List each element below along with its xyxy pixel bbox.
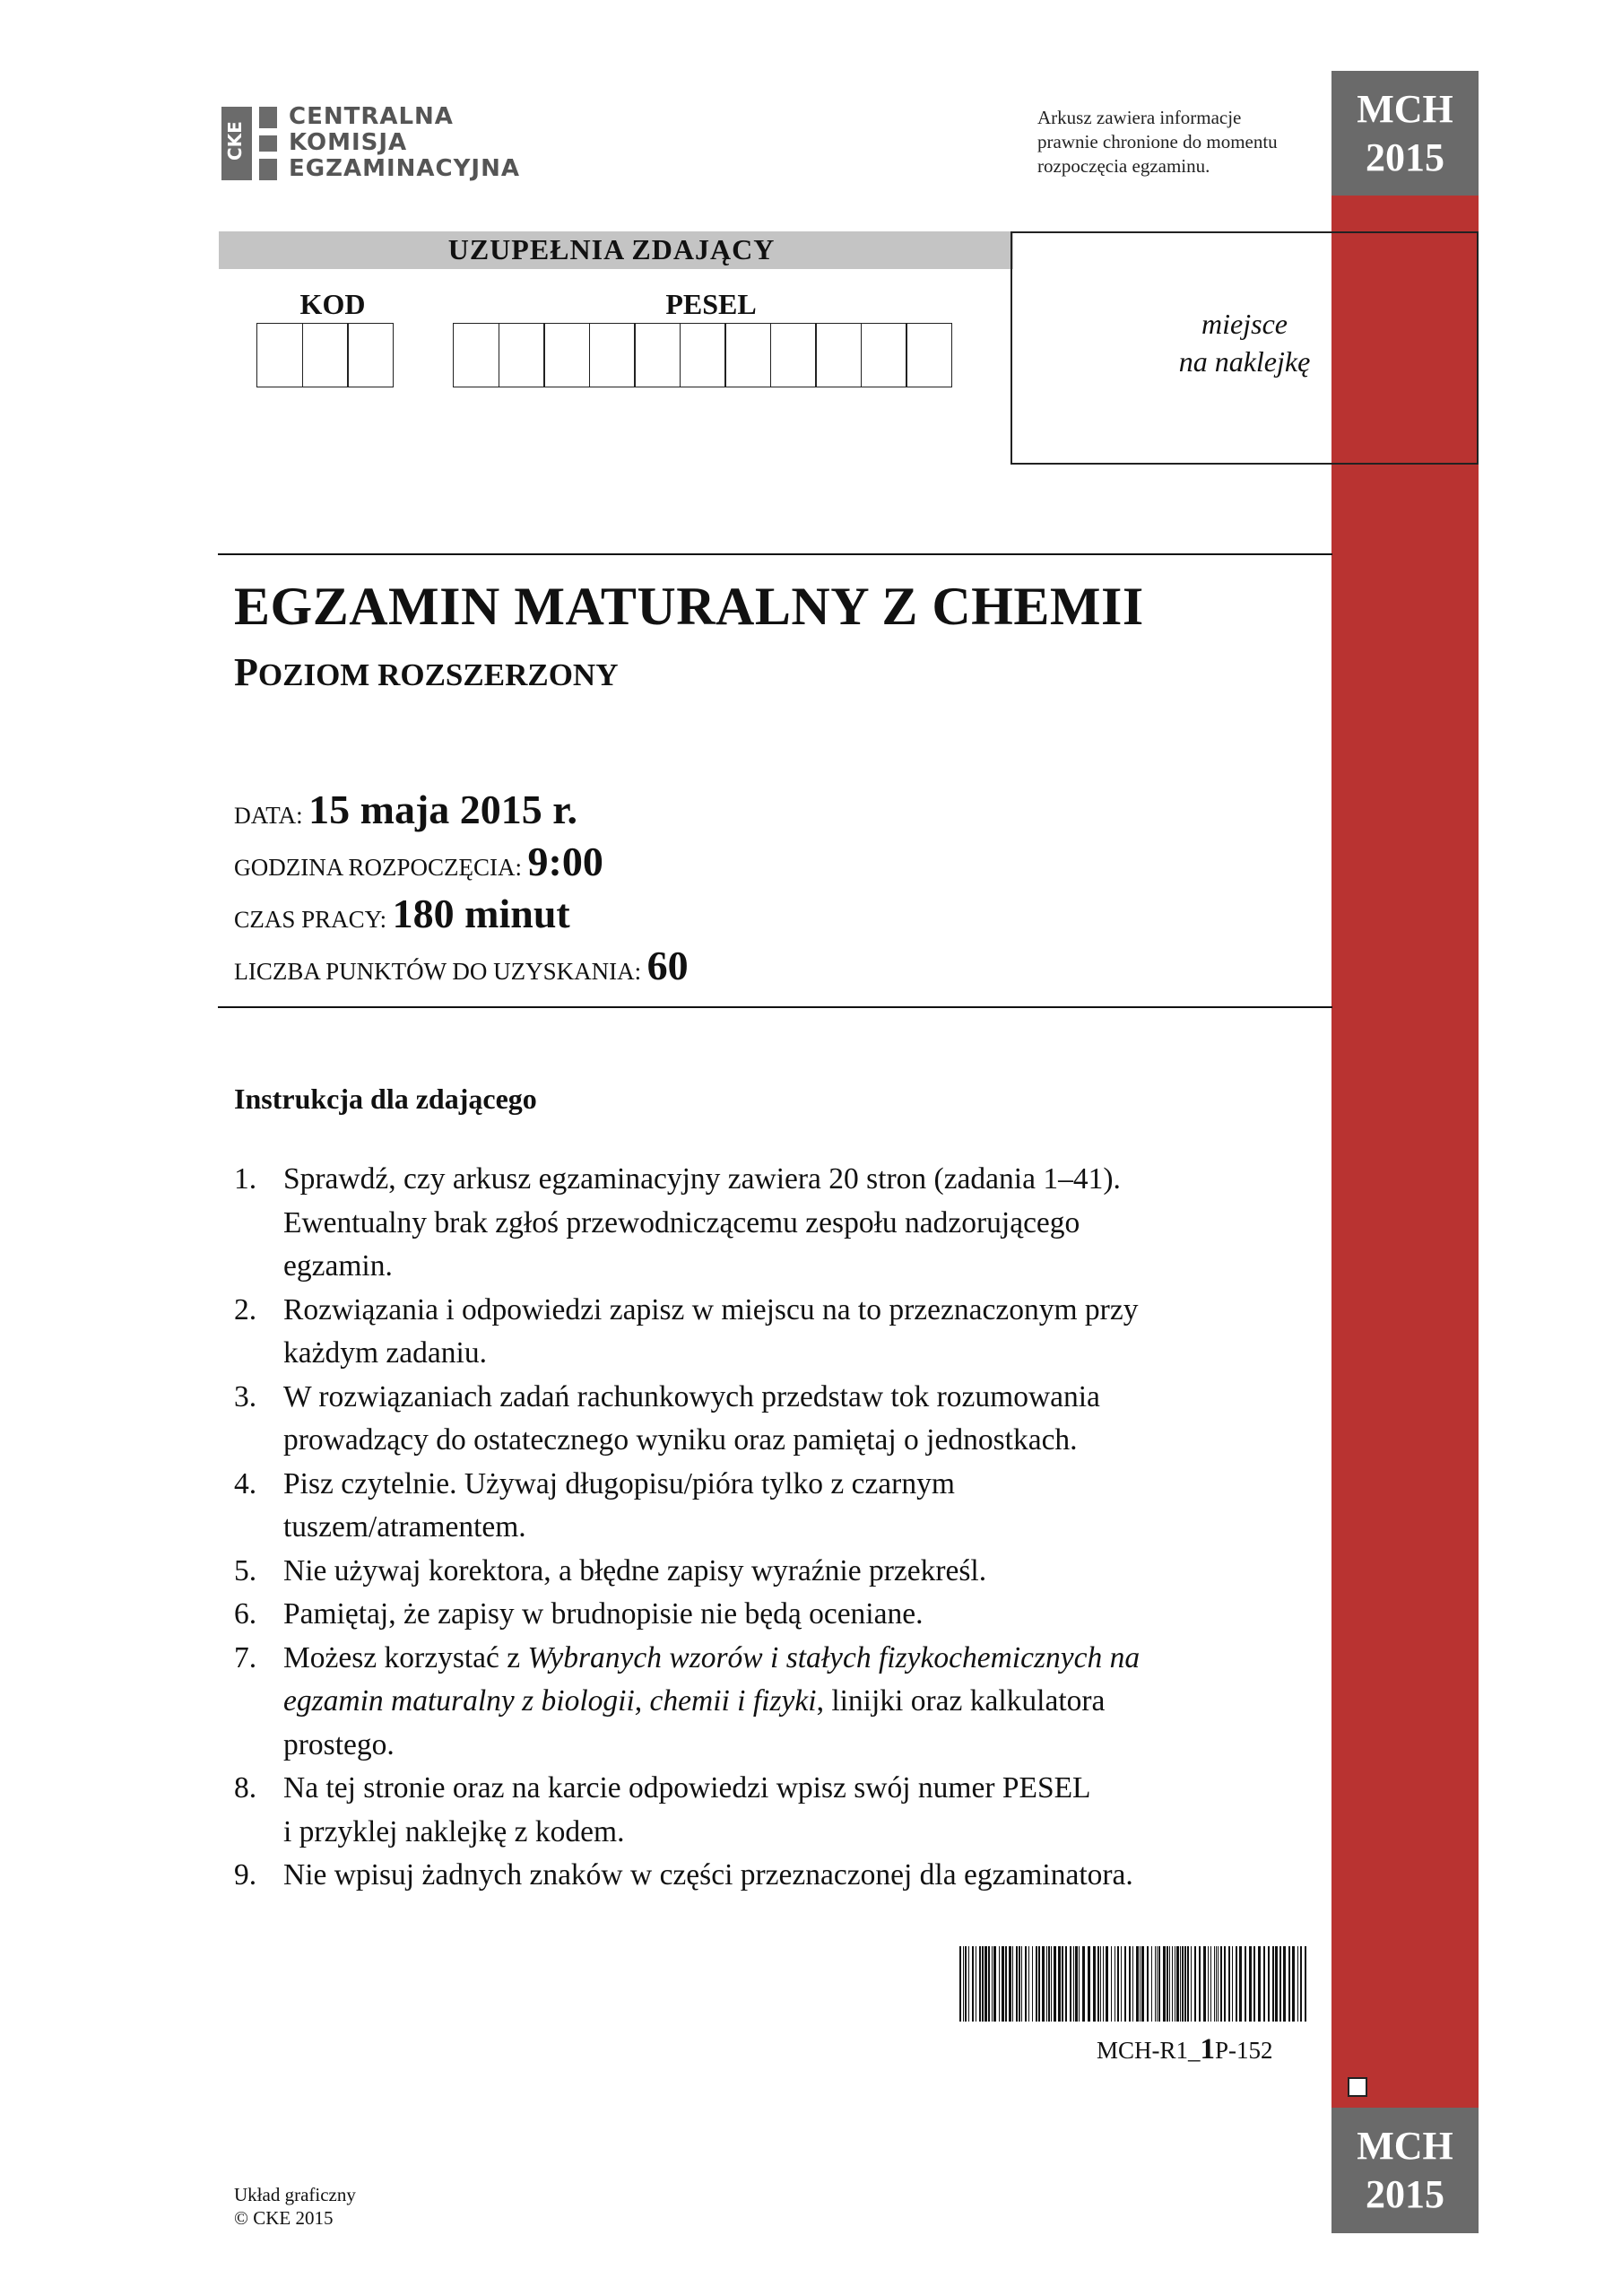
- barcode-bar: [1191, 1946, 1192, 2022]
- barcode-bar: [1012, 1946, 1013, 2022]
- instruction-line: prowadzący do ostatecznego wyniku oraz pamiętaj o jednostkach.: [283, 1423, 1078, 1457]
- barcode-bar: [1210, 1946, 1211, 2022]
- barcode-bar: [1100, 1946, 1101, 2022]
- instruction-line: Na tej stronie oraz na karcie odpowiedzi wpisz swój numer PESEL: [283, 1771, 1091, 1805]
- barcode-bar: [1239, 1946, 1242, 2022]
- pesel-boxes: [453, 323, 951, 387]
- barcode-bar: [984, 1946, 987, 2022]
- logo-line-2: KOMISJA: [289, 129, 408, 156]
- instruction-number: 8.: [234, 1771, 257, 1805]
- candidate-section-label: UZUPEŁNIA ZDAJĄCY: [447, 233, 776, 265]
- barcode-bar: [1065, 1946, 1067, 2022]
- logo-line-3: EGZAMINACYJNA: [289, 155, 520, 182]
- footer: [234, 2183, 356, 2230]
- cke-logo-mark: [221, 107, 277, 180]
- barcode-bar: [1184, 1946, 1186, 2022]
- barcode-bar: [992, 1946, 993, 2022]
- instruction-number: 6.: [234, 1597, 257, 1631]
- subtitle-initial: P: [234, 650, 258, 694]
- footer-line: Układ graficzny: [234, 2184, 356, 2205]
- logo-line-1: CENTRALNA: [289, 103, 454, 130]
- barcode-bar: [1070, 1946, 1071, 2022]
- info-date: [234, 786, 577, 833]
- exam-title: EGZAMIN MATURALNY Z CHEMII: [234, 577, 1144, 636]
- barcode-bar: [1158, 1946, 1160, 2022]
- instruction-item: [234, 1289, 1274, 1376]
- barcode-bar: [1051, 1946, 1052, 2022]
- barcode-bar: [1167, 1946, 1168, 2022]
- barcode-bar: [1140, 1946, 1141, 2022]
- barcode-bar: [1214, 1946, 1215, 2022]
- info-points: [234, 942, 689, 989]
- barcode-bar: [1147, 1946, 1149, 2022]
- barcode-bar: [1194, 1946, 1196, 2022]
- barcode-bar: [1021, 1946, 1022, 2022]
- instruction-number: 4.: [234, 1466, 257, 1500]
- barcode-bar: [1054, 1946, 1056, 2022]
- pesel-box[interactable]: [589, 323, 636, 387]
- date-label-initial: D: [234, 803, 251, 829]
- barcode-bar: [1300, 1946, 1302, 2022]
- barcode-bar: [1157, 1946, 1158, 2022]
- duration-value: 180 minut: [392, 891, 570, 936]
- exam-code-line: MCH: [1357, 87, 1453, 131]
- info-start-time: [234, 838, 603, 885]
- barcode-image: [959, 1946, 1309, 2022]
- barcode-bar: [1103, 1946, 1104, 2022]
- barcode-code: [1097, 2033, 1273, 2066]
- barcode-bar: [1136, 1946, 1139, 2022]
- instruction-line: W rozwiązaniach zadań rachunkowych przedstaw tok rozumowania: [283, 1379, 1100, 1413]
- pesel-box[interactable]: [543, 323, 590, 387]
- barcode-bar: [1283, 1946, 1286, 2022]
- barcode-bar: [1187, 1946, 1189, 2022]
- instruction-segment: , linijki oraz kalkulatora: [816, 1684, 1106, 1718]
- barcode-bar: [1082, 1946, 1085, 2022]
- barcode-bar: [1288, 1946, 1290, 2022]
- barcode-bar: [1249, 1946, 1252, 2022]
- divider-top: [218, 553, 1332, 555]
- barcode-bar: [1218, 1946, 1219, 2022]
- instruction-item: [234, 1550, 1274, 1594]
- exam-code-line: 2015: [1366, 135, 1444, 179]
- pesel-box[interactable]: [453, 323, 499, 387]
- barcode-bar: [1019, 1946, 1020, 2022]
- instruction-line: Pisz czytelnie. Używaj długopisu/pióra tylko z czarnym: [283, 1466, 955, 1500]
- check-square: [1348, 2077, 1367, 2097]
- logo-mark-text: CKE: [224, 121, 246, 161]
- barcode-bar: [1176, 1946, 1179, 2022]
- sticker-line: na naklejkę: [1178, 345, 1311, 378]
- instruction-number: 1.: [234, 1162, 257, 1196]
- side-strip-bottom: [1331, 2108, 1479, 2233]
- barcode-bar: [1216, 1946, 1217, 2022]
- instruction-line: Nie używaj korektora, a błędne zapisy wyraźnie przekreśl.: [283, 1553, 987, 1587]
- instruction-number: 2.: [234, 1292, 257, 1326]
- barcode-bar: [1263, 1946, 1265, 2022]
- barcode-bar: [1245, 1946, 1246, 2022]
- instruction-item: [234, 1637, 1274, 1768]
- exam-code-line: MCH: [1357, 2124, 1453, 2168]
- instruction-number: 9.: [234, 1858, 257, 1892]
- barcode-bar: [1151, 1946, 1152, 2022]
- instruction-item: [234, 1593, 1274, 1637]
- instruction-segment-italic: Wybranych wzorów i stałych fizykochemicznych na: [527, 1640, 1141, 1674]
- protection-note-line: prawnie chronione do momentu: [1037, 131, 1278, 152]
- barcode-bar: [1038, 1946, 1040, 2022]
- instruction-line: i przyklej naklejkę z kodem.: [283, 1814, 625, 1848]
- protection-note-line: Arkusz zawiera informacje: [1037, 107, 1242, 128]
- side-strip-red: [1331, 196, 1479, 2108]
- instruction-line: tuszem/atramentem.: [283, 1510, 526, 1544]
- barcode-bar: [1117, 1946, 1119, 2022]
- barcode-bar: [1279, 1946, 1281, 2022]
- barcode-bar: [1002, 1946, 1004, 2022]
- kod-box[interactable]: [347, 323, 394, 387]
- barcode-bar: [963, 1946, 964, 2022]
- instruction-number: 5.: [234, 1553, 257, 1587]
- barcode-bar: [1132, 1946, 1133, 2022]
- protection-note-line: rozpoczęcia egzaminu.: [1037, 155, 1210, 177]
- barcode-bar: [1036, 1946, 1037, 2022]
- side-strip-top: [1331, 71, 1479, 196]
- barcode-bar: [1028, 1946, 1029, 2022]
- barcode-bar: [1163, 1946, 1166, 2022]
- instructions-list: [234, 1158, 1274, 1898]
- barcode-bar: [1005, 1946, 1007, 2022]
- barcode-bar: [988, 1946, 990, 2022]
- points-value: 60: [646, 943, 689, 988]
- cke-logo-text: [289, 104, 520, 182]
- kod-box[interactable]: [302, 323, 349, 387]
- barcode-bar: [1268, 1946, 1270, 2022]
- date-label: ATA:: [250, 802, 303, 829]
- pesel-box[interactable]: [724, 323, 771, 387]
- instruction-line: [283, 1680, 1140, 1724]
- instruction-item: [234, 1158, 1274, 1289]
- pesel-label: PESEL: [665, 288, 757, 320]
- protection-note: [1037, 106, 1278, 178]
- instruction-line: Sprawdź, czy arkusz egzaminacyjny zawiera 20 stron (zadania 1–41).: [283, 1162, 1121, 1196]
- pesel-box[interactable]: [815, 323, 862, 387]
- barcode-bar: [1111, 1946, 1112, 2022]
- barcode-bar: [1169, 1946, 1170, 2022]
- barcode-bar: [1172, 1946, 1173, 2022]
- barcode-bar: [1258, 1946, 1261, 2022]
- barcode-bar: [1046, 1946, 1047, 2022]
- barcode-bar: [1032, 1946, 1033, 2022]
- instruction-line: Pamiętaj, że zapisy w brudnopisie nie będą oceniane.: [283, 1597, 924, 1631]
- instruction-line: prostego.: [283, 1727, 395, 1761]
- barcode-bar: [993, 1946, 996, 2022]
- barcode-bar: [1224, 1946, 1226, 2022]
- pesel-box[interactable]: [634, 323, 681, 387]
- instruction-number: 7.: [234, 1640, 257, 1674]
- barcode-bar: [1203, 1946, 1206, 2022]
- date-value: 15 maja 2015 r.: [308, 787, 577, 832]
- barcode-bar: [1253, 1946, 1255, 2022]
- barcode-bar: [1079, 1946, 1080, 2022]
- points-label: ICZBA PUNKTÓW DO UZYSKANIA:: [247, 958, 642, 985]
- barcode-code-suffix: P-152: [1215, 2037, 1273, 2064]
- barcode-bar: [1305, 1946, 1306, 2022]
- instruction-line: Ewentualny brak zgłoś przewodniczącemu zespołu nadzorującego: [283, 1205, 1080, 1239]
- barcode-bar: [1075, 1946, 1078, 2022]
- instruction-line: Nie wpisuj żadnych znaków w części przeznaczonej dla egzaminatora.: [283, 1858, 1133, 1892]
- barcode-bar: [1025, 1946, 1027, 2022]
- barcode-bar: [1093, 1946, 1096, 2022]
- sticker-placeholder: [1010, 305, 1479, 380]
- barcode-bar: [959, 1946, 961, 2022]
- barcode-bar: [979, 1946, 981, 2022]
- barcode-bar: [1129, 1946, 1131, 2022]
- kod-boxes: [256, 323, 393, 387]
- barcode-bar: [1292, 1946, 1295, 2022]
- barcode-bar: [1058, 1946, 1061, 2022]
- barcode-code-bold: 1: [1200, 2033, 1216, 2066]
- subtitle-rest: OZIOM ROZSZERZONY: [257, 657, 619, 692]
- duration-label-initial: C: [234, 907, 250, 933]
- barcode-bar: [1106, 1946, 1108, 2022]
- instruction-item: [234, 1463, 1274, 1550]
- barcode-bar: [1228, 1946, 1230, 2022]
- barcode-bar: [1232, 1946, 1233, 2022]
- info-duration: [234, 890, 570, 937]
- barcode-bar: [1220, 1946, 1222, 2022]
- instruction-number: 3.: [234, 1379, 257, 1413]
- instruction-item: [234, 1376, 1274, 1463]
- barcode-bar: [1180, 1946, 1181, 2022]
- barcode-bar: [965, 1946, 967, 2022]
- divider-bottom: [218, 1006, 1332, 1008]
- footer-line: © CKE 2015: [234, 2207, 334, 2229]
- barcode-bar: [1042, 1946, 1045, 2022]
- start-value: 9:00: [527, 839, 603, 884]
- instruction-line: egzamin.: [283, 1249, 393, 1283]
- instruction-line: Rozwiązania i odpowiedzi zapisz w miejscu na to przeznaczonym przy: [283, 1292, 1139, 1326]
- barcode-bar: [1141, 1946, 1144, 2022]
- pesel-box[interactable]: [861, 323, 907, 387]
- exam-subtitle: [234, 649, 619, 695]
- pesel-box[interactable]: [906, 323, 952, 387]
- sticker-line: miejsce: [1201, 308, 1288, 340]
- exam-code-line: 2015: [1366, 2172, 1444, 2216]
- kod-label: KOD: [299, 288, 366, 320]
- barcode-bar: [1297, 1946, 1298, 2022]
- pesel-box[interactable]: [680, 323, 726, 387]
- barcode-bar: [1124, 1946, 1126, 2022]
- barcode-bar: [1272, 1946, 1274, 2022]
- barcode-bar: [1073, 1946, 1074, 2022]
- barcode-bar: [999, 1946, 1000, 2022]
- start-label-initial: G: [234, 855, 251, 881]
- barcode-bar: [1121, 1946, 1122, 2022]
- exam-code-top: [1331, 85, 1479, 182]
- instruction-item: [234, 1767, 1274, 1854]
- barcode-bar: [972, 1946, 974, 2022]
- barcode-bar: [1199, 1946, 1201, 2022]
- barcode-bar: [1208, 1946, 1209, 2022]
- pesel-box[interactable]: [499, 323, 545, 387]
- barcode-bar: [1097, 1946, 1099, 2022]
- barcode-code-prefix: MCH-R1_: [1097, 2037, 1201, 2064]
- barcode-bar: [1155, 1946, 1156, 2022]
- instructions-heading: Instrukcja dla zdającego: [234, 1083, 537, 1115]
- barcode-bar: [1236, 1946, 1237, 2022]
- exam-code-bottom: [1331, 2122, 1479, 2219]
- barcode-bar: [982, 1946, 984, 2022]
- points-label-initial: L: [234, 959, 248, 985]
- instruction-item: [234, 1854, 1274, 1898]
- instruction-segment-italic: egzamin maturalny z biologii, chemii i fizyki: [283, 1684, 817, 1718]
- pesel-box[interactable]: [770, 323, 817, 387]
- barcode-bar: [1275, 1946, 1278, 2022]
- barcode-bar: [968, 1946, 969, 2022]
- instruction-line: [283, 1637, 1140, 1681]
- kod-box[interactable]: [256, 323, 303, 387]
- barcode-bar: [1016, 1946, 1018, 2022]
- barcode-bar: [1062, 1946, 1063, 2022]
- barcode-bar: [1182, 1946, 1184, 2022]
- start-label: ODZINA ROZPOCZĘCIA:: [250, 854, 523, 881]
- barcode-bar: [1048, 1946, 1050, 2022]
- duration-label: ZAS PRACY:: [249, 906, 387, 933]
- instruction-line: każdym zadaniu.: [283, 1336, 487, 1370]
- instruction-segment: Możesz korzystać z: [283, 1640, 528, 1674]
- barcode-bar: [1009, 1946, 1011, 2022]
- barcode-bar: [1088, 1946, 1090, 2022]
